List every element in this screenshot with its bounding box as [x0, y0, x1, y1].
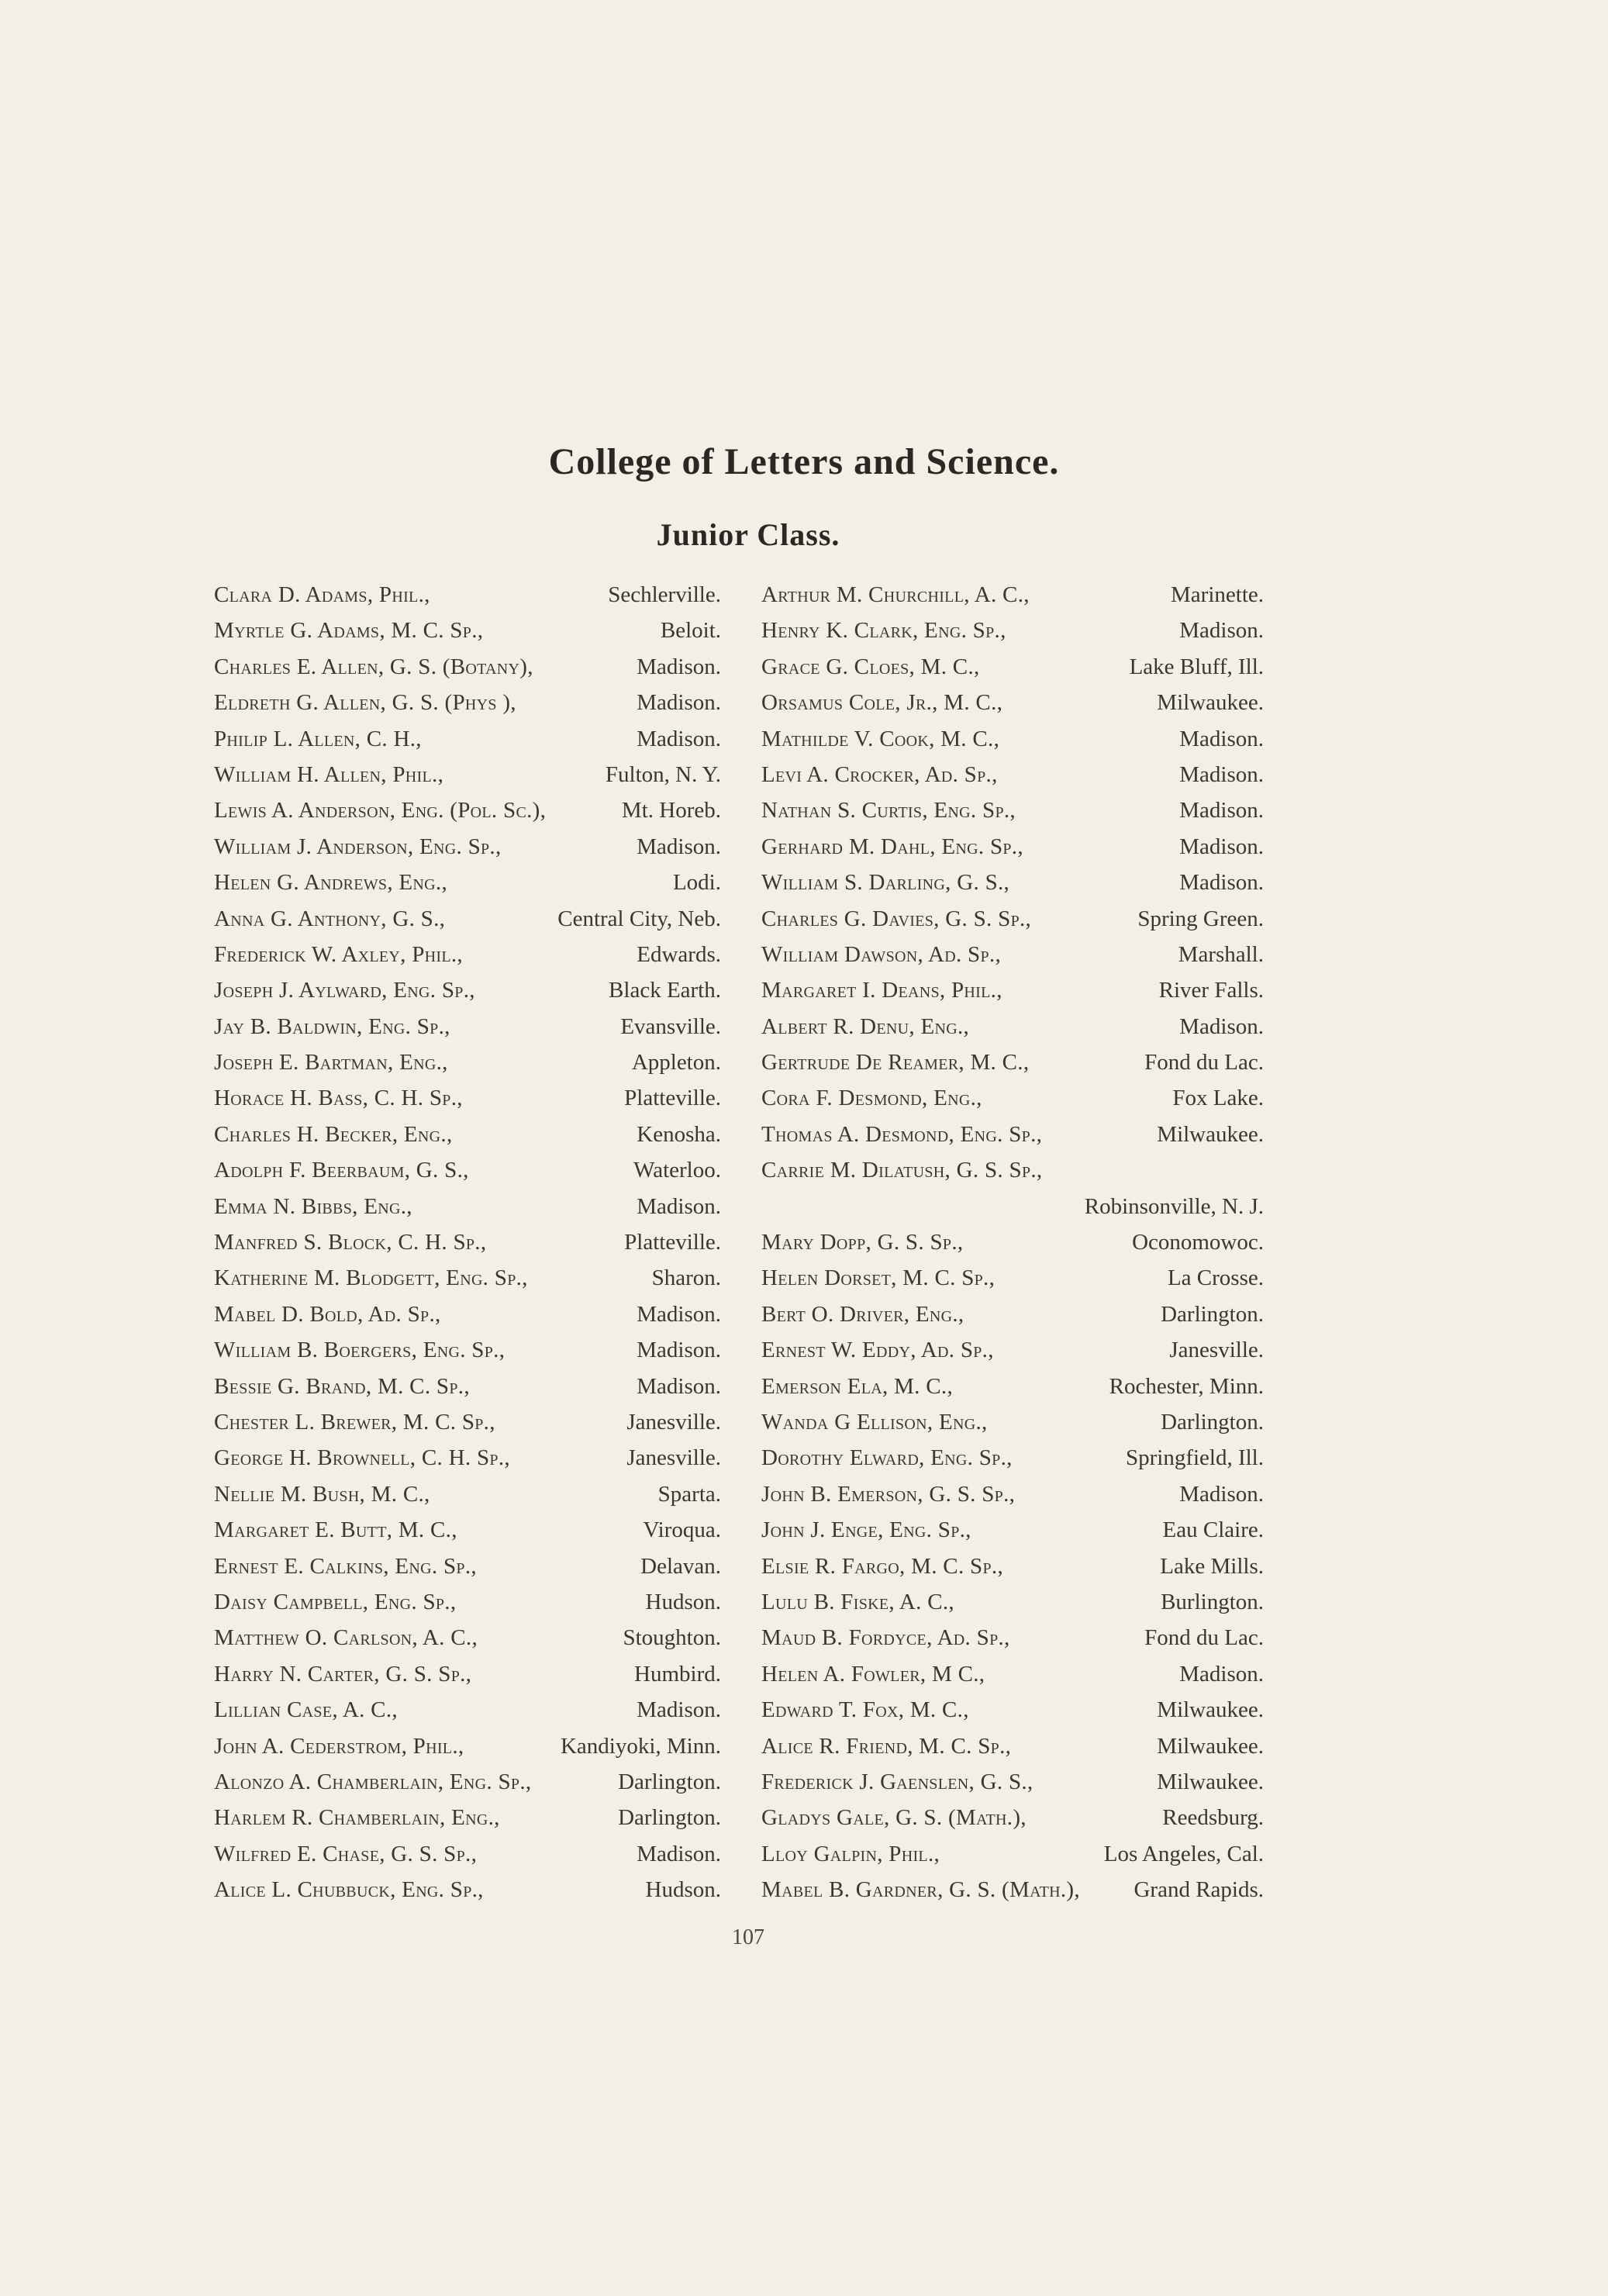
list-item: [761, 942, 1264, 978]
list-item: [214, 1302, 721, 1338]
student-entry: Ernest W. Eddy, Ad. Sp.,: [761, 1338, 994, 1363]
right-column: [761, 582, 1264, 1913]
hometown: Madison.: [1179, 834, 1264, 859]
list-item: [761, 727, 1264, 762]
hometown: Fond du Lac.: [1144, 1050, 1264, 1075]
list-item: [214, 834, 721, 870]
hometown: Sparta.: [657, 1481, 721, 1507]
student-entry: Wanda G Ellison, Eng.,: [761, 1409, 988, 1435]
student-entry: Nathan S. Curtis, Eng. Sp.,: [761, 798, 1016, 823]
left-column: [214, 582, 721, 1913]
list-item: [214, 1517, 721, 1553]
hometown: River Falls.: [1158, 978, 1264, 1003]
hometown: Viroqua.: [643, 1517, 721, 1543]
student-entry: Myrtle G. Adams, M. C. Sp.,: [214, 618, 484, 644]
student-entry: Dorothy Elward, Eng. Sp.,: [761, 1445, 1013, 1471]
hometown: Madison.: [637, 1301, 721, 1327]
list-item: [214, 1590, 721, 1625]
hometown: Madison.: [1179, 761, 1264, 787]
student-entry: Lewis A. Anderson, Eng. (Pol. Sc.),: [214, 798, 547, 823]
hometown: Hudson.: [645, 1589, 721, 1614]
hometown: Fond du Lac.: [1144, 1625, 1264, 1651]
list-item: [761, 1014, 1264, 1050]
hometown: Milwaukee.: [1157, 1697, 1264, 1723]
list-item: [214, 1338, 721, 1373]
student-entry: Thomas A. Desmond, Eng. Sp.,: [761, 1121, 1043, 1147]
hometown: Kenosha.: [637, 1121, 721, 1147]
student-entry: Charles E. Allen, G. S. (Botany),: [214, 654, 533, 679]
list-item: [761, 1374, 1264, 1410]
hometown: La Crosse.: [1167, 1265, 1264, 1291]
hometown: Darlington.: [618, 1769, 721, 1794]
list-item: [761, 1734, 1264, 1769]
hometown: Madison.: [637, 1841, 721, 1866]
student-entry: John A. Cederstrom, Phil.,: [214, 1733, 464, 1759]
section-subtitle: Junior Class.: [656, 517, 840, 552]
student-entry: Orsamus Cole, Jr., M. C.,: [761, 690, 1003, 716]
list-item: [761, 1697, 1264, 1733]
student-entry: Elsie R. Fargo, M. C. Sp.,: [761, 1553, 1004, 1579]
student-entry: Gladys Gale, G. S. (Math.),: [761, 1805, 1027, 1831]
student-entry: Daisy Campbell, Eng. Sp.,: [214, 1589, 457, 1614]
list-item: [214, 1734, 721, 1769]
student-entry: Margaret I. Deans, Phil.,: [761, 978, 1002, 1003]
hometown: Sechlerville.: [608, 582, 721, 607]
hometown: Mt. Horeb.: [621, 798, 721, 823]
student-entry: Eldreth G. Allen, G. S. (Phys ),: [214, 690, 516, 716]
hometown: Madison.: [637, 1697, 721, 1723]
student-entry: Harlem R. Chamberlain, Eng.,: [214, 1805, 500, 1831]
hometown: Springfield, Ill.: [1125, 1445, 1264, 1471]
list-item: [214, 1625, 721, 1661]
list-item: [214, 1265, 721, 1301]
list-item: [761, 906, 1264, 942]
hometown: Platteville.: [624, 1230, 721, 1255]
list-item: [214, 1050, 721, 1086]
list-item: [761, 618, 1264, 654]
student-entry: Gerhard M. Dahl, Eng. Sp.,: [761, 834, 1023, 859]
hometown: Grand Rapids.: [1134, 1877, 1264, 1903]
student-entry: Alice R. Friend, M. C. Sp.,: [761, 1733, 1012, 1759]
student-entry: Ernest E. Calkins, Eng. Sp.,: [214, 1553, 477, 1579]
list-item: [214, 762, 721, 798]
list-item: [761, 1122, 1264, 1158]
student-entry: Bert O. Driver, Eng.,: [761, 1301, 964, 1327]
list-item: [214, 978, 721, 1013]
hometown: Waterloo.: [633, 1158, 721, 1183]
student-entry: Emerson Ela, M. C.,: [761, 1373, 954, 1399]
hometown: Madison.: [637, 654, 721, 679]
student-entry: William Dawson, Ad. Sp.,: [761, 941, 1002, 967]
list-item: [761, 1662, 1264, 1697]
hometown: Milwaukee.: [1157, 1769, 1264, 1794]
list-item: [214, 1230, 721, 1265]
student-entry: Harry N. Carter, G. S. Sp.,: [214, 1661, 472, 1687]
list-item: [761, 1625, 1264, 1661]
hometown: Janesville.: [1169, 1338, 1264, 1363]
list-item: [761, 1302, 1264, 1338]
student-entry: Henry K. Clark, Eng. Sp.,: [761, 618, 1006, 644]
student-entry: Lillian Case, A. C.,: [214, 1697, 398, 1723]
student-entry: Grace G. Cloes, M. C.,: [761, 654, 980, 679]
list-item: [214, 870, 721, 906]
student-entry: William H. Allen, Phil.,: [214, 761, 444, 787]
list-item: [761, 1805, 1264, 1841]
hometown: Oconomowoc.: [1132, 1230, 1264, 1255]
hometown: Hudson.: [645, 1877, 721, 1903]
student-entry: Bessie G. Brand, M. C. Sp.,: [214, 1373, 470, 1399]
hometown: Madison.: [1179, 1481, 1264, 1507]
list-item: [214, 1842, 721, 1877]
hometown: Milwaukee.: [1157, 1733, 1264, 1759]
list-item: [214, 1482, 721, 1517]
student-entry: Frederick W. Axley, Phil.,: [214, 941, 463, 967]
student-entry: Gertrude De Reamer, M. C.,: [761, 1050, 1030, 1075]
hometown: Stoughton.: [623, 1625, 721, 1651]
student-entry: John J. Enge, Eng. Sp.,: [761, 1517, 971, 1543]
list-item: [761, 834, 1264, 870]
student-entry: Edward T. Fox, M. C.,: [761, 1697, 969, 1723]
student-entry: Mathilde V. Cook, M. C.,: [761, 726, 1000, 751]
student-entry: Helen A. Fowler, M C.,: [761, 1661, 985, 1687]
list-item: [214, 1697, 721, 1733]
student-entry: Mabel B. Gardner, G. S. (Math.),: [761, 1877, 1080, 1903]
student-entry: Manfred S. Block, C. H. Sp.,: [214, 1230, 487, 1255]
hometown: Madison.: [1179, 1661, 1264, 1687]
list-item: [761, 1230, 1264, 1265]
hometown: Sharon.: [651, 1265, 721, 1291]
page-title: College of Letters and Science.: [548, 441, 1060, 482]
list-item: [214, 582, 721, 618]
list-item: [761, 1410, 1264, 1445]
list-item: [214, 1805, 721, 1841]
student-entry: Matthew O. Carlson, A. C.,: [214, 1625, 478, 1651]
list-item: [761, 1265, 1264, 1301]
list-item: [214, 1769, 721, 1805]
list-item: [214, 1877, 721, 1913]
student-entry: Cora F. Desmond, Eng.,: [761, 1086, 982, 1111]
hometown: Kandiyoki, Minn.: [560, 1733, 721, 1759]
student-entry: Mary Dopp, G. S. Sp.,: [761, 1230, 964, 1255]
hometown: Lake Mills.: [1160, 1553, 1264, 1579]
student-entry: John B. Emerson, G. S. Sp.,: [761, 1481, 1016, 1507]
student-entry: Lloy Galpin, Phil.,: [761, 1841, 940, 1866]
hometown: Reedsburg.: [1162, 1805, 1264, 1831]
student-entry: Horace H. Bass, C. H. Sp.,: [214, 1086, 463, 1111]
list-item: [214, 690, 721, 726]
list-item: [761, 1842, 1264, 1877]
hometown: Madison.: [1179, 726, 1264, 751]
student-entry: Charles H. Becker, Eng.,: [214, 1121, 453, 1147]
student-entry: Joseph J. Aylward, Eng. Sp.,: [214, 978, 475, 1003]
hometown: Madison.: [1179, 1013, 1264, 1039]
page-number: 107: [732, 1925, 764, 1949]
list-item: [214, 942, 721, 978]
list-item: [761, 690, 1264, 726]
list-item: [214, 1662, 721, 1697]
hometown: Milwaukee.: [1157, 690, 1264, 716]
student-entry: Albert R. Denu, Eng.,: [761, 1013, 970, 1039]
student-entry: Anna G. Anthony, G. S.,: [214, 906, 446, 931]
list-item: [761, 1158, 1264, 1193]
hometown: Black Earth.: [609, 978, 721, 1003]
hometown: Darlington.: [1161, 1409, 1264, 1435]
hometown: Edwards.: [637, 941, 721, 967]
hometown: Humbird.: [634, 1661, 721, 1687]
hometown: Appleton.: [631, 1050, 721, 1075]
student-entry: Philip L. Allen, C. H.,: [214, 726, 422, 751]
list-item: [214, 798, 721, 834]
hometown: Burlington.: [1161, 1589, 1264, 1614]
list-item: [214, 654, 721, 690]
student-entry: Alice L. Chubbuck, Eng. Sp.,: [214, 1877, 484, 1903]
hometown: Darlington.: [618, 1805, 721, 1831]
student-entry: Carrie M. Dilatush, G. S. Sp.,: [761, 1158, 1043, 1183]
list-item: [761, 762, 1264, 798]
student-entry: Levi A. Crocker, Ad. Sp.,: [761, 761, 998, 787]
list-item: [214, 1014, 721, 1050]
student-entry: Emma N. Bibbs, Eng.,: [214, 1193, 412, 1219]
hometown: Eau Claire.: [1162, 1517, 1264, 1543]
list-item: [761, 582, 1264, 618]
list-item: [214, 1410, 721, 1445]
hometown: Lake Bluff, Ill.: [1129, 654, 1264, 679]
list-item: [761, 1338, 1264, 1373]
hometown: Darlington.: [1161, 1301, 1264, 1327]
student-entry: Alonzo A. Chamberlain, Eng. Sp.,: [214, 1769, 532, 1794]
student-entry: Adolph F. Beerbaum, G. S.,: [214, 1158, 469, 1183]
hometown: Madison.: [1179, 618, 1264, 644]
student-entry: William J. Anderson, Eng. Sp.,: [214, 834, 502, 859]
hometown: Central City, Neb.: [557, 906, 721, 931]
student-entry: William B. Boergers, Eng. Sp.,: [214, 1338, 506, 1363]
hometown: Rochester, Minn.: [1109, 1373, 1264, 1399]
student-entry: Lulu B. Fiske, A. C.,: [761, 1589, 954, 1614]
list-item: [761, 870, 1264, 906]
list-item: [761, 1769, 1264, 1805]
list-item: [761, 1590, 1264, 1625]
student-entry: Joseph E. Bartman, Eng.,: [214, 1050, 448, 1075]
list-item: [761, 1482, 1264, 1517]
list-item: [214, 1194, 721, 1230]
hometown: Spring Green.: [1137, 906, 1264, 931]
hometown: Janesville.: [626, 1445, 721, 1471]
student-entry: Charles G. Davies, G. S. Sp.,: [761, 906, 1032, 931]
hometown: Madison.: [637, 1193, 721, 1219]
student-entry: Arthur M. Churchill, A. C.,: [761, 582, 1030, 607]
list-item: [761, 1554, 1264, 1590]
hometown: Beloit.: [660, 618, 721, 644]
list-item: [761, 1517, 1264, 1553]
student-entry: Mabel D. Bold, Ad. Sp.,: [214, 1301, 441, 1327]
student-entry: Jay B. Baldwin, Eng. Sp.,: [214, 1013, 450, 1039]
list-item: [761, 1445, 1264, 1481]
student-entry: Margaret E. Butt, M. C.,: [214, 1517, 457, 1543]
list-item: [761, 1050, 1264, 1086]
hometown: Delavan.: [640, 1553, 721, 1579]
list-item: [761, 1194, 1264, 1230]
hometown: Madison.: [637, 690, 721, 716]
list-item: [214, 1158, 721, 1193]
list-item: [214, 1554, 721, 1590]
student-entry: Helen G. Andrews, Eng.,: [214, 870, 448, 896]
student-entry: Helen Dorset, M. C. Sp.,: [761, 1265, 996, 1291]
student-entry: Maud B. Fordyce, Ad. Sp.,: [761, 1625, 1010, 1651]
hometown: Evansville.: [620, 1013, 721, 1039]
hometown: Marshall.: [1178, 941, 1264, 967]
hometown: Madison.: [1179, 798, 1264, 823]
hometown: Lodi.: [672, 870, 721, 896]
hometown: Madison.: [637, 726, 721, 751]
hometown: Platteville.: [624, 1086, 721, 1111]
list-item: [214, 1086, 721, 1121]
student-entry: Katherine M. Blodgett, Eng. Sp.,: [214, 1265, 528, 1291]
hometown: Madison.: [637, 1373, 721, 1399]
list-item: [761, 798, 1264, 834]
hometown: Los Angeles, Cal.: [1103, 1841, 1264, 1866]
list-item: [761, 978, 1264, 1013]
hometown: Madison.: [637, 834, 721, 859]
hometown: Milwaukee.: [1157, 1121, 1264, 1147]
hometown: Madison.: [637, 1338, 721, 1363]
student-entry: William S. Darling, G. S.,: [761, 870, 1010, 896]
list-item: [214, 906, 721, 942]
hometown: Fox Lake.: [1172, 1086, 1264, 1111]
list-item: [214, 1122, 721, 1158]
student-entry: Frederick J. Gaenslen, G. S.,: [761, 1769, 1033, 1794]
hometown: Robinsonville, N. J.: [1084, 1193, 1264, 1219]
list-item: [214, 1374, 721, 1410]
hometown: Madison.: [1179, 870, 1264, 896]
list-item: [214, 1445, 721, 1481]
list-item: [214, 618, 721, 654]
list-item: [761, 654, 1264, 690]
list-item: [761, 1086, 1264, 1121]
hometown: Marinette.: [1171, 582, 1264, 607]
list-item: [214, 727, 721, 762]
hometown: Fulton, N. Y.: [605, 761, 721, 787]
student-entry: Nellie M. Bush, M. C.,: [214, 1481, 430, 1507]
student-entry: Clara D. Adams, Phil.,: [214, 582, 430, 607]
student-entry: Wilfred E. Chase, G. S. Sp.,: [214, 1841, 478, 1866]
student-entry: Chester L. Brewer, M. C. Sp.,: [214, 1409, 495, 1435]
hometown: Janesville.: [626, 1409, 721, 1435]
list-item: [761, 1877, 1264, 1913]
student-entry: George H. Brownell, C. H. Sp.,: [214, 1445, 510, 1471]
